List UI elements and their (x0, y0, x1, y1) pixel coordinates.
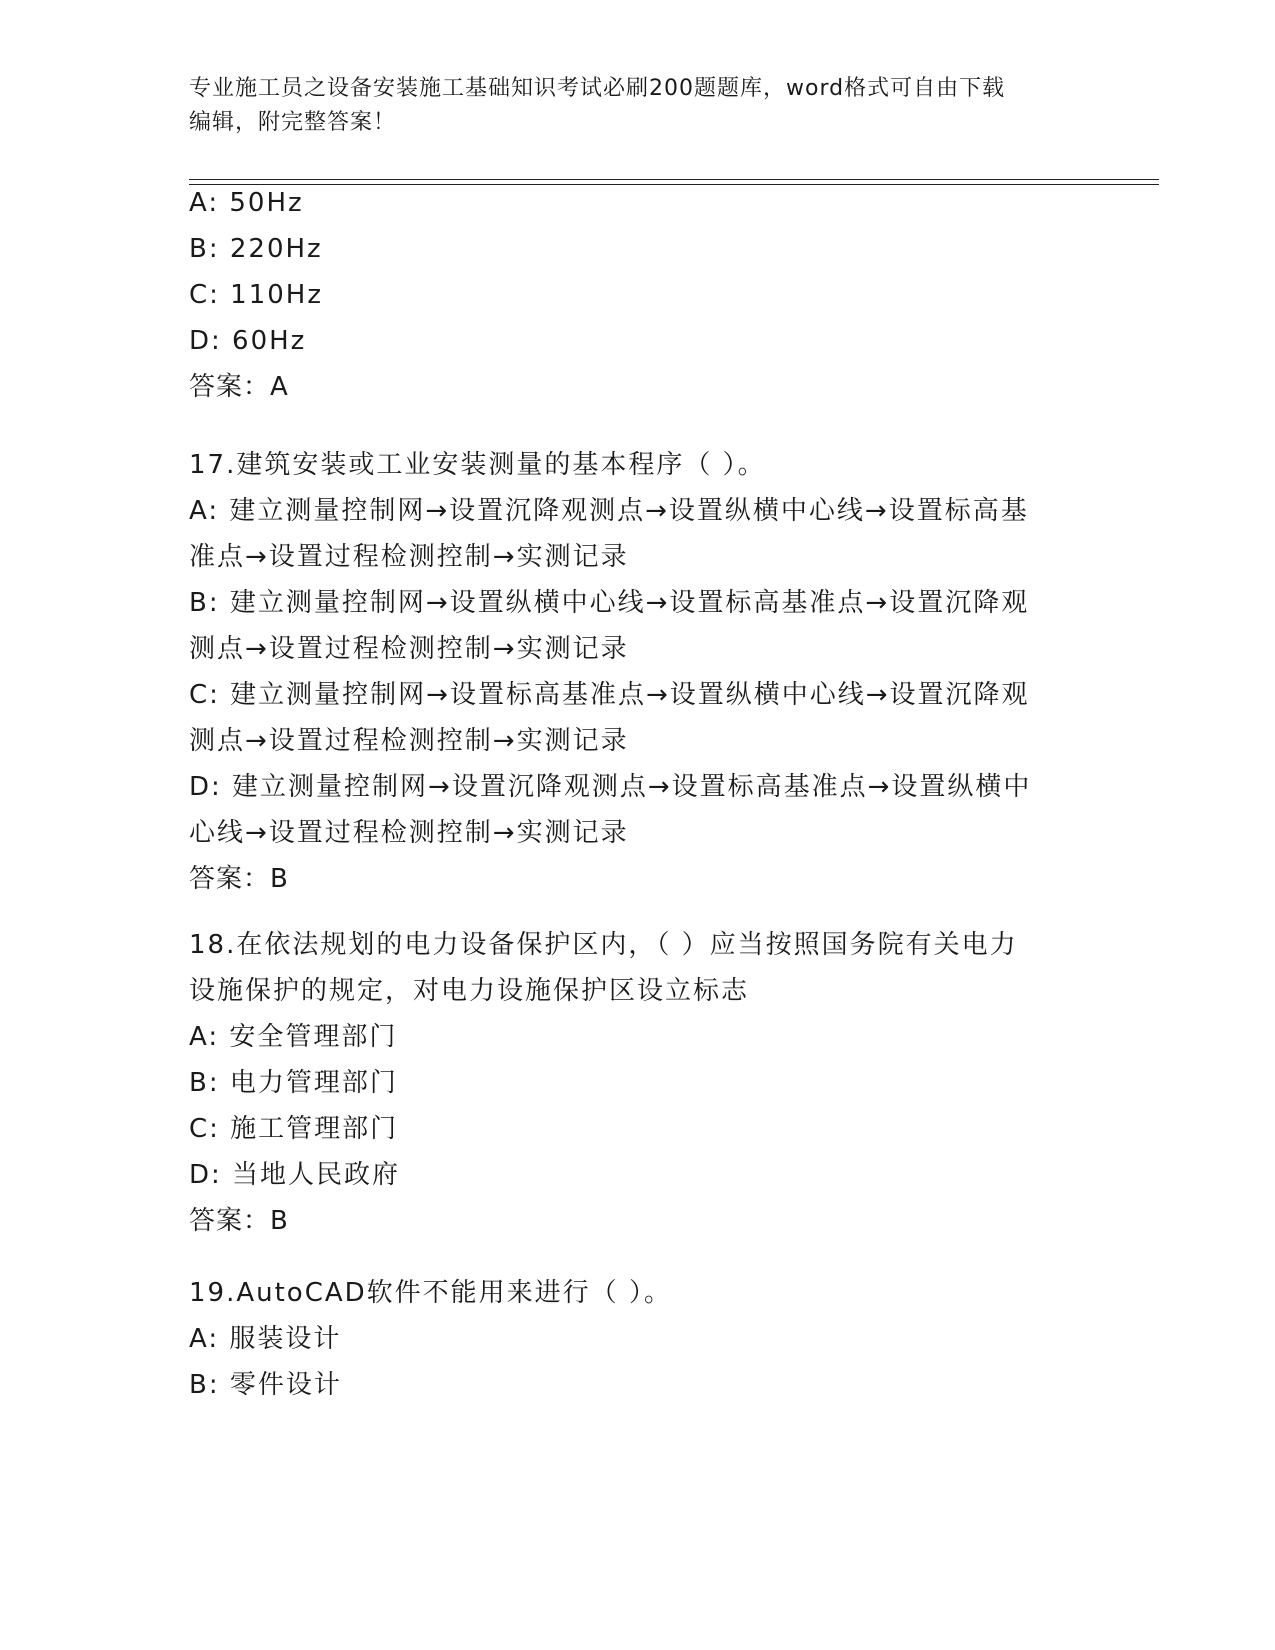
option-d-line-1: D: 建立测量控制网→设置沉降观测点→设置标高基准点→设置纵横中 (189, 772, 1032, 802)
option-c: C: 110Hz (189, 280, 324, 310)
option-b-line-2: 测点→设置过程检测控制→实测记录 (189, 634, 629, 664)
header-title-line-2: 编辑，附完整答案！ (189, 110, 397, 135)
option-c-line-2: 测点→设置过程检测控制→实测记录 (189, 726, 629, 756)
option-a-line-2: 准点→设置过程检测控制→实测记录 (189, 542, 629, 572)
question-19 (189, 1270, 1089, 1408)
option-c-line-1: C: 建立测量控制网→设置标高基准点→设置纵横中心线→设置沉降观 (189, 680, 1030, 710)
question-stem: 19.AutoCAD软件不能用来进行（ ）。 (189, 1278, 672, 1308)
option-c: C: 施工管理部门 (189, 1114, 399, 1144)
answer-line: 答案：B (189, 864, 289, 894)
question-stem-line-2: 设施保护的规定，对电力设施保护区设立标志 (189, 976, 750, 1006)
option-b: B: 220Hz (189, 234, 323, 264)
question-stem-line-1: 18.在依法规划的电力设备保护区内，（ ）应当按照国务院有关电力 (189, 930, 1018, 960)
option-a: A: 服装设计 (189, 1324, 342, 1354)
question-18 (189, 922, 1089, 1244)
question-stem: 17.建筑安装或工业安装测量的基本程序（ ）。 (189, 450, 766, 480)
header-title-line-1: 专业施工员之设备安装施工基础知识考试必刷200题题库，word格式可自由下载 (189, 76, 1006, 101)
option-d-line-2: 心线→设置过程检测控制→实测记录 (189, 818, 629, 848)
option-a: A: 安全管理部门 (189, 1022, 398, 1052)
document-header (189, 72, 1089, 140)
option-d: D: 当地人民政府 (189, 1160, 401, 1190)
previous-question (189, 180, 1089, 410)
question-17 (189, 442, 1089, 902)
answer-line: 答案：B (189, 1206, 289, 1236)
option-b: B: 零件设计 (189, 1370, 342, 1400)
option-b-line-1: B: 建立测量控制网→设置纵横中心线→设置标高基准点→设置沉降观 (189, 588, 1030, 618)
option-a: A: 50Hz (189, 188, 304, 218)
option-b: B: 电力管理部门 (189, 1068, 398, 1098)
option-a-line-1: A: 建立测量控制网→设置沉降观测点→设置纵横中心线→设置标高基 (189, 496, 1029, 526)
answer-line: 答案：A (189, 372, 289, 402)
option-d: D: 60Hz (189, 326, 307, 356)
